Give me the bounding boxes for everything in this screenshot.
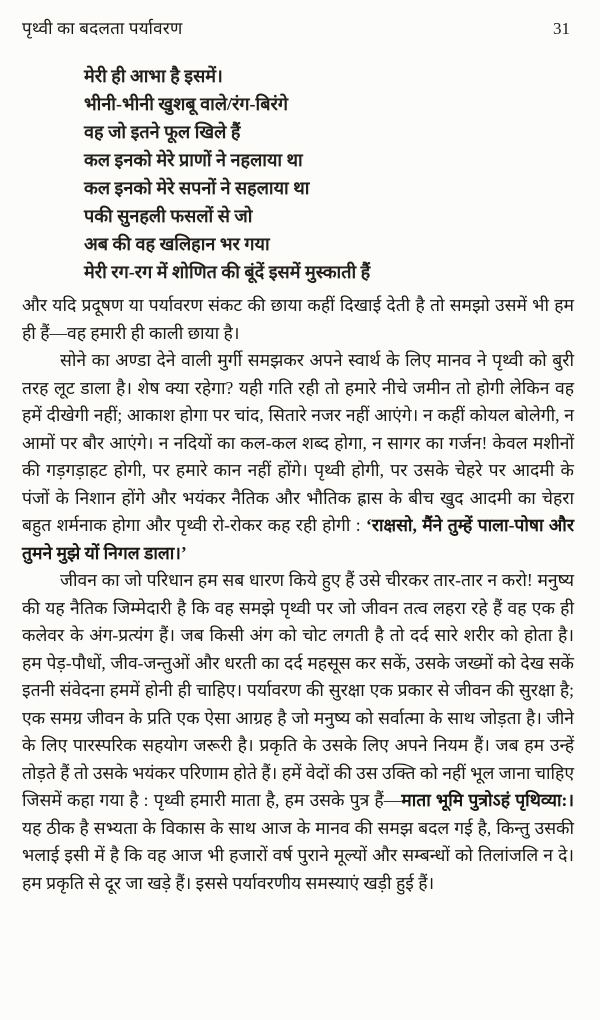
poem-line: भीनी-भीनी खुशबू वाले/रंग-बिरंगे	[84, 94, 288, 114]
paragraph	[22, 347, 574, 567]
poem-line: मेरी ही आभा है इसमें।	[84, 66, 223, 86]
paragraph	[22, 567, 574, 897]
paragraph-segment: यह ठीक है सभ्यता के विकास के साथ आज के मानव की समझ बदल गई है, किन्तु उसकी भलाई इसी में है कि वह आज भी हजारों वर्ष पुराने मूल्यों और सम्बन्धों को तिलांजलि न दे। हम प्रकृति से दूर जा खड़े हैं। इससे पर्यावरणीय समस्याएं खड़ी हुई हैं।	[22, 817, 574, 893]
poem-line: पकी सुनहली फसलों से जो	[84, 206, 253, 226]
poem-line: अब की वह खलिहान भर गया	[84, 234, 270, 254]
poem	[84, 62, 574, 286]
page-header	[22, 18, 574, 40]
paragraph-segment: सोने का अण्डा देने वाली मुर्गी समझकर अपने स्वार्थ के लिए मानव ने पृथ्वी को बुरी तरह लूट डाला है। शेष क्या रहेगा? यही गति रही तो हमारे नीचे जमीन तो होगी लेकिन वह हमें दीखेगी नहीं; आकाश होगा पर चांद, सितारे नजर नहीं आएंगे। न कहीं कोयल बोलेगी, न आमों पर बौर आएंगे। न नदियों का कल-कल शब्द होगा, न सागर का गर्जन! केवल मशीनों की गड़गड़ाहट होगी, पर हमारे कान नहीं होंगे। पृथ्वी होगी, पर उसके चेहरे पर आदमी के पंजों के निशान होंगे और भयंकर नैतिक और भौतिक ह्रास के बीच खुद आदमी का चेहरा बहुत शर्मनाक होगा और पृथ्वी रो-रोकर कह रही होगी :	[22, 350, 574, 535]
running-header-title: पृथ्वी का बदलता पर्यावरण	[22, 19, 183, 38]
paragraph-segment-bold: माता भूमि पुत्रोऽहं पृथिव्या:।	[401, 790, 575, 810]
paragraph-segment: जीवन का जो परिधान हम सब धारण किये हुए हैं उसे चीरकर तार-तार न करो! मनुष्य की यह नैतिक जिम्मेदारी है कि वह समझे पृथ्वी पर जो जीवन तत्व लहरा रहे हैं वह एक ही कलेवर के अंग-प्रत्यंग हैं। जब किसी अंग को चोट लगती है तो दर्द सारे शरीर को होता है। हम पेड़-पौधों, जीव-जन्तुओं और धरती का दर्द महसूस कर सकें, उसके जख्मों को देख सकें इतनी संवेदना हममें होनी ही चाहिए। पर्यावरण की सुरक्षा एक प्रकार से जीवन की सुरक्षा है; एक समग्र जीवन के प्रति एक ऐसा आग्रह है जो मनुष्य को सर्वात्मा के साथ जोड़ता है। जीने के लिए पारस्परिक सहयोग जरूरी है। प्रकृति के उसके लिए अपने नियम हैं। जब हम उन्हें तोड़ते हैं तो उसके भयंकर परिणाम होते हैं। हमें वेदों की उस उक्ति को नहीं भूल जाना चाहिए जिसमें कहा गया है : पृथ्वी हमारी माता है, हम उसके पुत्र हैं—	[22, 570, 574, 810]
poem-line: वह जो इतने फूल खिले हैं	[84, 122, 241, 142]
paragraph-segment-bold: ‘राक्षसो, मैंने तुम्हें पाला-पोषा और तुमने मुझे यों निगल डाला।’	[22, 515, 574, 563]
paragraph-segment: और यदि प्रदूषण या पर्यावरण संकट की छाया कहीं दिखाई देती है तो समझो उसमें भी हम ही हैं—वह हमारी ही काली छाया है।	[22, 295, 574, 343]
poem-line: कल इनको मेरे सपनों ने सहलाया था	[84, 178, 310, 198]
poem-line: मेरी रग-रग में शोणित की बूंदें इसमें मुस्काती हैं	[84, 262, 371, 282]
paragraph	[22, 292, 574, 347]
poem-line: कल इनको मेरे प्राणों ने नहलाया था	[84, 150, 303, 170]
body-text	[22, 292, 574, 897]
page-number: 31	[553, 19, 570, 38]
